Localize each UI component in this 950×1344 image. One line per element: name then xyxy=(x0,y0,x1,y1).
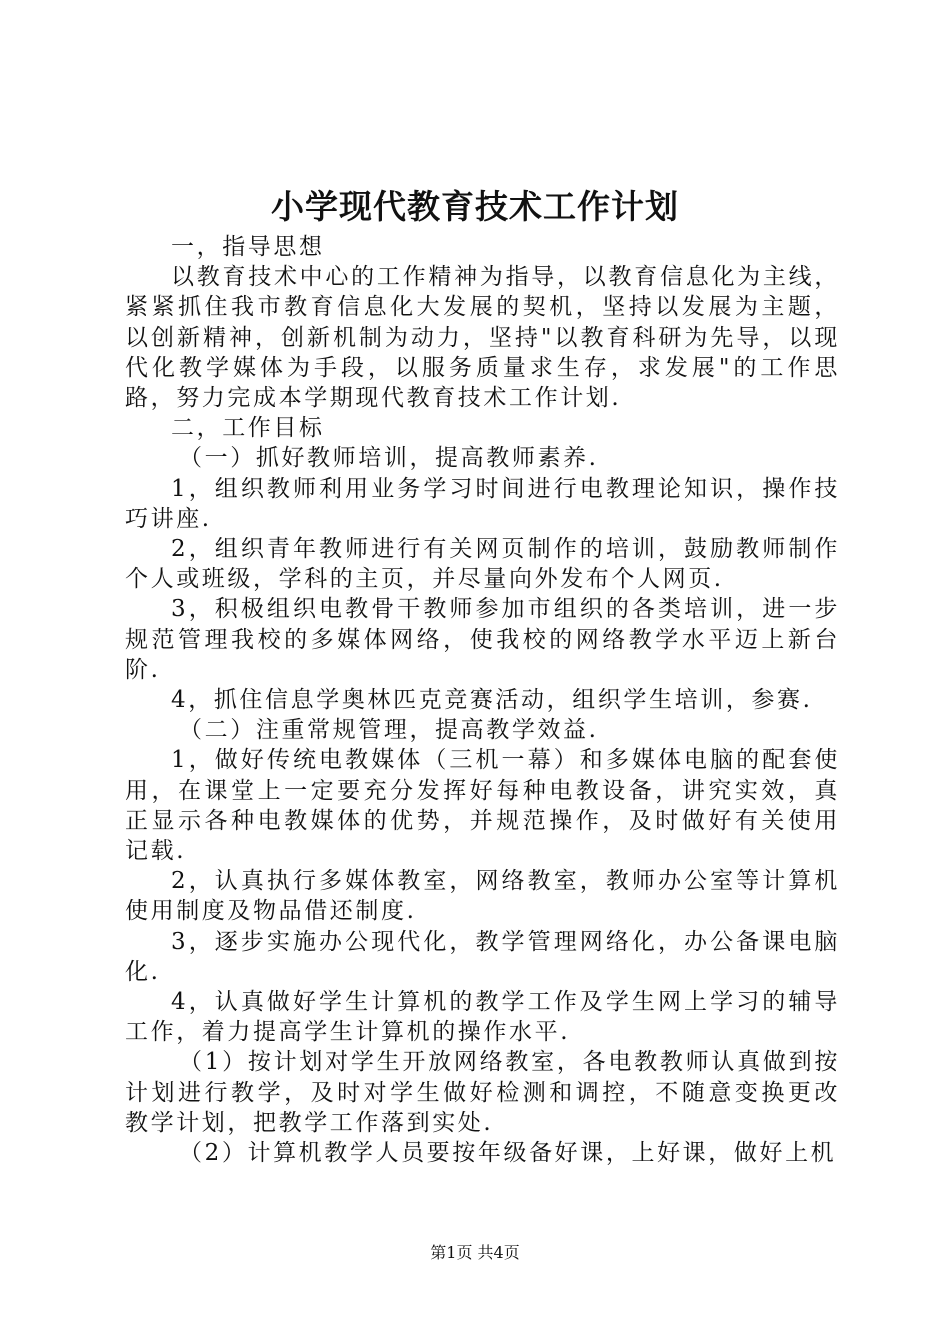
section-heading-guiding-thought: 一，指导思想 xyxy=(171,234,325,260)
subsection-heading-teacher-training: （一）抓好教师培训，提高教师素养. xyxy=(179,445,599,472)
document-body xyxy=(125,232,840,1168)
section-heading-work-goals: 二，工作目标 xyxy=(171,415,325,442)
document-title: 小学现代教育技术工作计划 xyxy=(271,187,679,226)
list-subitem-2: （2）计算机教学人员要按年级备好课，上好课，做好上机 xyxy=(179,1140,837,1167)
list-item-management-3: 3，逐步实施办公现代化，教学管理网络化，办公备课电脑化. xyxy=(125,928,840,985)
list-item-training-2: 2，组织青年教师进行有关网页制作的培训，鼓励教师制作个人或班级，学科的主页，并尽量向外发布个人网页. xyxy=(125,536,840,593)
list-item-training-1: 1，组织教师利用业务学习时间进行电教理论知识，操作技巧讲座. xyxy=(125,475,840,532)
list-item-training-4: 4，抓住信息学奥林匹克竞赛活动，组织学生培训，参赛. xyxy=(171,687,813,714)
list-item-management-2: 2，认真执行多媒体教室，网络教室，教师办公室等计算机使用制度及物品借还制度. xyxy=(125,868,840,925)
list-item-training-3: 3，积极组织电教骨干教师参加市组织的各类培训，进一步规范管理我校的多媒体网络，使我校的网络教学水平迈上新台阶. xyxy=(125,596,840,683)
page-footer: 第1页 共4页 xyxy=(430,1243,520,1262)
list-item-management-1: 1，做好传统电教媒体（三机一幕）和多媒体电脑的配套使用，在课堂上一定要充分发挥好每种电教设备，讲究实效，真正显示各种电教媒体的优势，并规范操作，及时做好有关使用记载. xyxy=(125,747,840,865)
subsection-heading-routine-management: （二）注重常规管理，提高教学效益. xyxy=(179,717,599,744)
list-subitem-1: （1）按计划对学生开放网络教室，各电教教师认真做到按计划进行教学，及时对学生做好检测和调控，不随意变换更改教学计划，把教学工作落到实处. xyxy=(125,1049,840,1136)
paragraph-guiding-thought: 以教育技术中心的工作精神为指导，以教育信息化为主线，紧紧抓住我市教育信息化大发展的契机，坚持以发展为主题，以创新精神，创新机制为动力，坚持"以教育科研为先导，以现代化教学媒体为手段，以服务质量求生存，求发展"的工作思路，努力完成本学期现代教育技术工作计划. xyxy=(125,264,840,412)
list-item-management-4: 4，认真做好学生计算机的教学工作及学生网上学习的辅导工作，着力提高学生计算机的操作水平. xyxy=(125,989,840,1046)
